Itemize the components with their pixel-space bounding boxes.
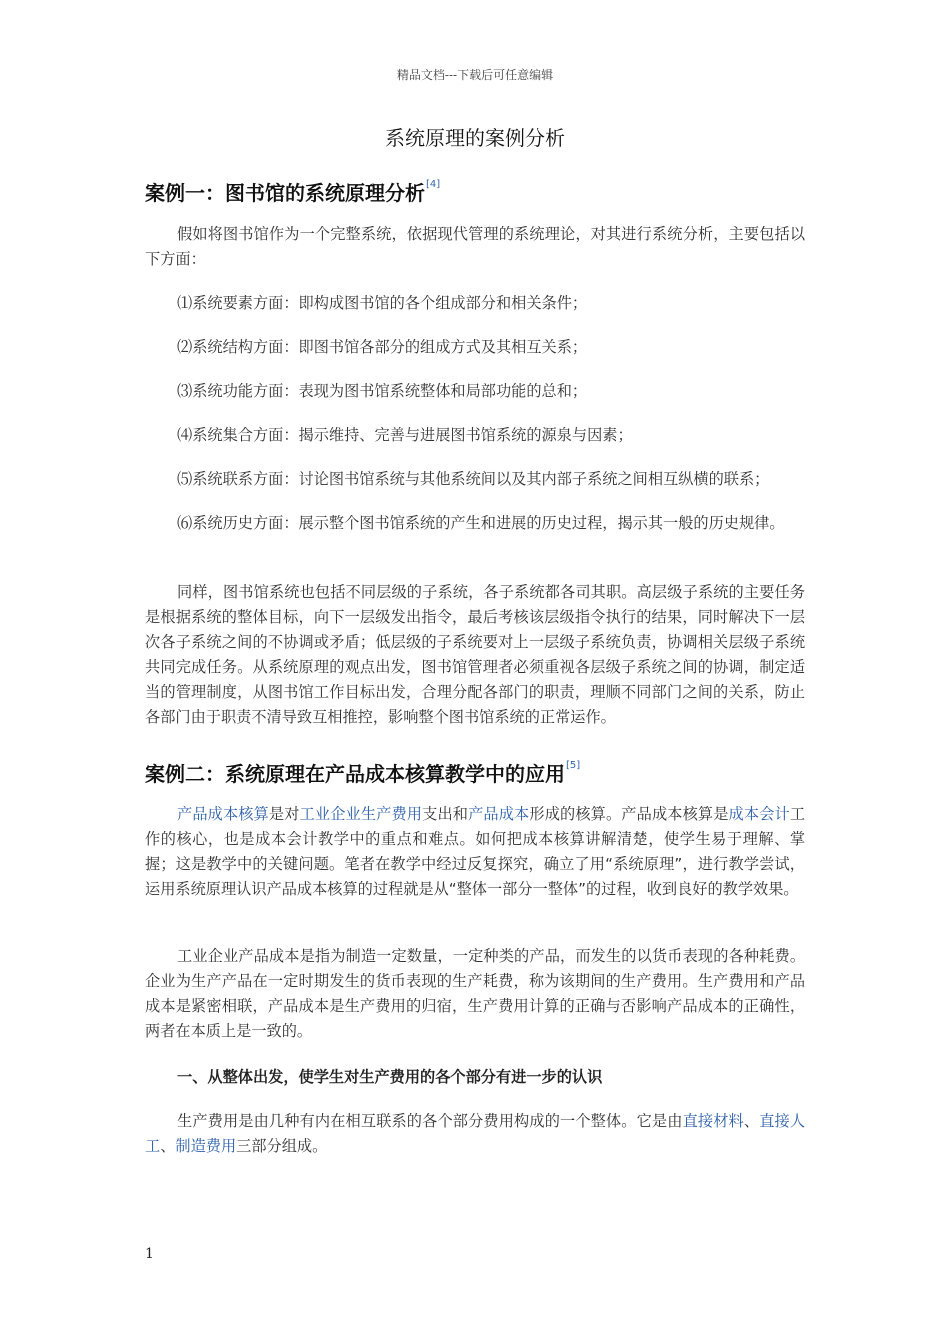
link-direct-materials[interactable]: 直接材料 — [682, 1112, 744, 1130]
page-header: 精品文档---下载后可任意编辑 — [396, 68, 554, 82]
text-separator: 、 — [743, 1112, 760, 1130]
case1-paragraph: 同样，图书馆系统也包括不同层级的子系统，各子系统都各司其职。高层级子系统的主要任务是根据系统的整体目标，向下一层级发出指令，最后考核该层级指令执行的结果，同时解决下一层次各子系统之间的不协调或矛盾；低层级的子系统要对上一层级子系统负责，协调相关层级子系统共同完成任务。从系统原理的观点出发，图书馆管理者必须重视各层级子系统之间的协调，制定适当的管理制度，从图书馆工作目标出发，合理分配各部门的职责，理顺不同部门之间的关系，防止各部门由于职责不清导致互相推控，影响整个图书馆系统的正常运作。 — [145, 583, 805, 726]
text-segment: 形成的核算。产品成本核算是 — [529, 805, 729, 823]
case1-heading-text: 案例一：图书馆的系统原理分析 — [145, 181, 425, 205]
list-item: ⑸系统联系方面：讨论图书馆系统与其他系统间以及其内部子系统之间相互纵横的联系； — [177, 470, 770, 488]
list-item: ⑵系统结构方面：即图书馆各部分的组成方式及其相互关系； — [177, 338, 588, 356]
text-segment: 支出和 — [422, 805, 469, 823]
case2-reference-link[interactable]: [5] — [566, 760, 581, 771]
link-cost-accounting[interactable]: 成本会计 — [728, 805, 790, 823]
text-segment: 三部分组成。 — [236, 1137, 328, 1155]
list-item: ⑶系统功能方面：表现为图书馆系统整体和局部功能的总和； — [177, 382, 588, 400]
section-subheading: 一、从整体出发，使学生对生产费用的各个部分有进一步的认识 — [177, 1068, 603, 1086]
link-product-cost[interactable]: 产品成本 — [468, 805, 530, 823]
case1-intro: 假如将图书馆作为一个完整系统，依据现代管理的系统理论，对其进行系统分析，主要包括以下方面： — [145, 225, 805, 268]
list-item: ⑷系统集合方面：揭示维持、完善与进展图书馆系统的源泉与因素； — [177, 426, 633, 444]
list-item: ⑴系统要素方面：即构成图书馆的各个组成部分和相关条件； — [177, 294, 588, 312]
case2-paragraph-2: 工业企业产品成本是指为制造一定数量，一定种类的产品，而发生的以货币表现的各种耗费。企业为生产产品在一定时期发生的货币表现的生产耗费，称为该期间的生产费用。生产费用和产品成本是紧密相联，产品成本是生产费用的归宿，生产费用计算的正确与否影响产品成本的正确性，两者在本质上是一致的。 — [145, 947, 805, 1040]
list-item: ⑹系统历史方面：展示整个图书馆系统的产生和进展的历史过程，揭示其一般的历史规律。 — [177, 514, 785, 532]
case2-heading — [145, 758, 580, 787]
text-separator: 、 — [160, 1137, 176, 1155]
case1-reference-link[interactable]: [4] — [426, 179, 441, 190]
case2-paragraph-3 — [145, 1109, 805, 1159]
case1-heading — [145, 177, 440, 206]
case2-heading-text: 案例二：系统原理在产品成本核算教学中的应用 — [145, 762, 565, 786]
link-industrial-production-expense[interactable]: 工业企业生产费用 — [299, 805, 423, 823]
text-segment: 工作的核心，也是成本会计教学中的重点和难点。如何把成本核算讲解清楚，使学生易于理解、掌握；这是教学中的关键问题。笔者在教学中经过反复探究，确立了用“系统原理”，进行教学尝试，运用系统原理认识产品成本核算的过程就是从“整体一部分一整体”的过程，收到良好的教学效果。 — [145, 805, 806, 898]
link-product-cost-accounting[interactable]: 产品成本核算 — [177, 805, 269, 823]
case2-paragraph-1 — [145, 802, 805, 902]
link-direct-labor[interactable]: 直接人工 — [145, 1112, 806, 1155]
page-number: 1 — [145, 1246, 154, 1262]
link-manufacturing-overhead[interactable]: 制造费用 — [175, 1137, 237, 1155]
text-segment: 生产费用是由几种有内在相互联系的各个部分费用构成的一个整体。它是由 — [177, 1112, 683, 1130]
document-title: 系统原理的案例分析 — [385, 126, 565, 150]
text-segment: 是对 — [268, 805, 300, 823]
